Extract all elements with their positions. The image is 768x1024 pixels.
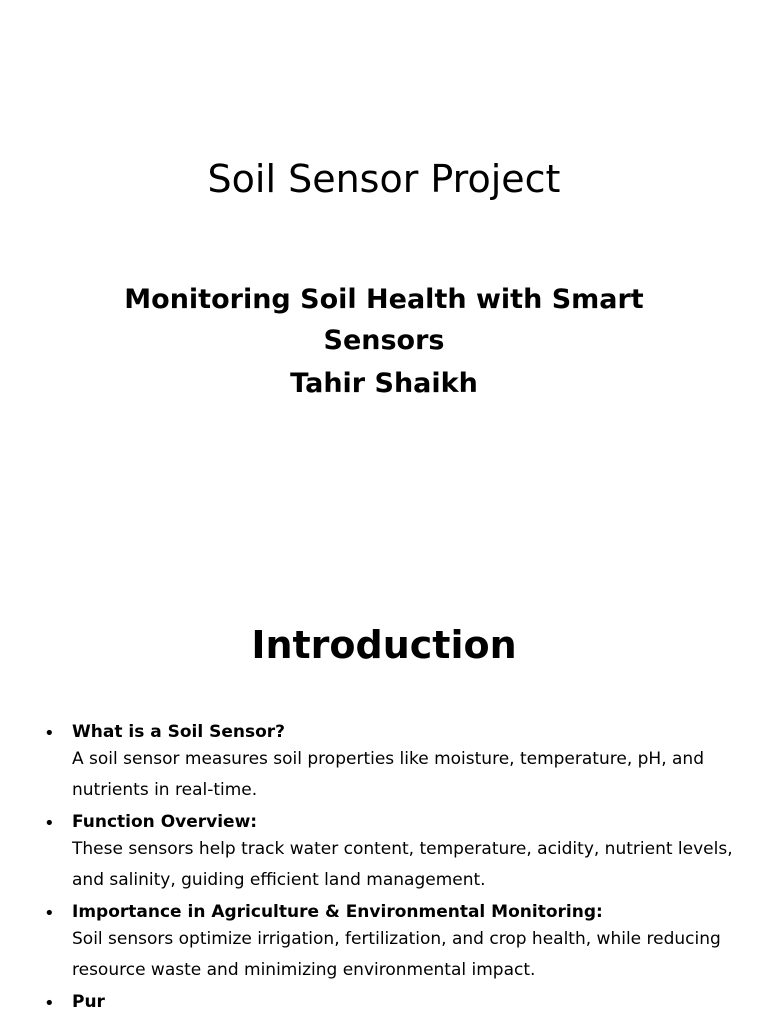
bullet-heading: Importance in Agriculture & Environmental Monitoring: xyxy=(72,902,603,922)
slide-title: Soil Sensor Project xyxy=(207,157,561,201)
bullet-icon: • xyxy=(44,993,55,1014)
author-name: Tahir Shaikh xyxy=(290,368,478,399)
bullet-heading: Function Overview: xyxy=(72,812,258,832)
bullet-heading: Pur xyxy=(72,992,105,1012)
bullet-body: These sensors help track water content, temperature, acidity, nutrient levels, and salinity, guiding efficient land management. xyxy=(72,839,733,890)
bullet-list xyxy=(44,720,734,1018)
bullet-heading: What is a Soil Sensor? xyxy=(72,722,286,742)
bullet-body: Soil sensors optimize irrigation, fertilization, and crop health, while reducing resource waste and minimizing environmental impact. xyxy=(72,929,721,980)
bullet-icon: • xyxy=(44,723,55,744)
bullet-icon: • xyxy=(44,813,55,834)
bullet-item xyxy=(44,720,734,806)
bullet-item xyxy=(44,810,734,896)
bullet-icon: • xyxy=(44,903,55,924)
bullet-body: A soil sensor measures soil properties like moisture, temperature, pH, and nutrients in real-time. xyxy=(72,749,704,800)
bullet-item xyxy=(44,990,734,1014)
intro-title: Introduction xyxy=(251,623,517,667)
slide-subtitle: Monitoring Soil Health with Smart Sensors xyxy=(124,284,644,356)
bullet-item xyxy=(44,900,734,986)
